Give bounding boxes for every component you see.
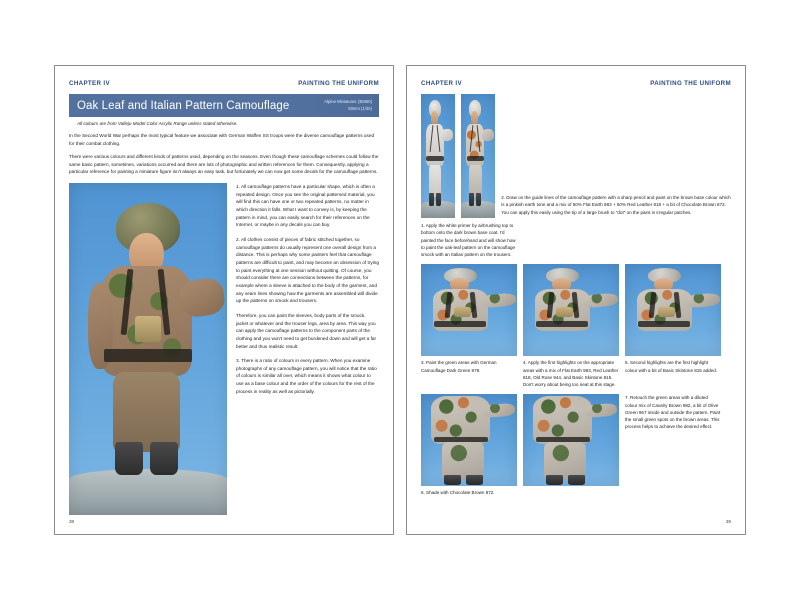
step-caption-4: 4. Apply the first highlights on the appropriate areas with a mix of Flat Earth 983, Red Leather 818, Old Rose 944, and Basic Skintone 815. Don't worry about being too neat at this stage. bbox=[523, 360, 619, 388]
step-caption-6: 6. Shade with Chocolate Brown 872. bbox=[421, 490, 495, 496]
caption-row-2 bbox=[421, 359, 731, 388]
intro-paragraph-1: In the Second World War perhaps the most typical feature we associate with German Waffen SS troops were the diverse camouflage patterns used for their combat clothing. bbox=[69, 133, 375, 146]
step-photo-row-top bbox=[421, 94, 731, 218]
main-figure-photo bbox=[69, 183, 227, 515]
left-body-columns bbox=[69, 183, 379, 515]
product-name: Alpine Miniatures (35060) bbox=[324, 99, 372, 105]
body-paragraph-3: Therefore, you can paint the sleeves, body parts of the smock, jacket or whatever and the trouser legs, area by area. This way you can apply the camouflage patterns to the component parts of the clothing and you won't need to get burdened down and will get a far better and thus realistic result. bbox=[236, 312, 377, 349]
caption-row-3 bbox=[421, 489, 731, 496]
step-caption-3: 3. Paint the green areas with German Camouflage Dark Green 979. bbox=[421, 360, 497, 373]
body-paragraph-4: 3. There is a ratio of colours in every pattern. When you examine photographs of any camouflage pattern, you will notice that the ratio of colours is similar all over, which means it shows what colour to use as a base colour and the order of the colours for the rest of the process in reality as well as pictorially. bbox=[236, 358, 377, 394]
colour-range-disclaimer: All colours are from Vallejo Model Color Acrylic Range unless stated otherwise. bbox=[77, 121, 238, 126]
right-page bbox=[406, 65, 746, 535]
step-photo-3 bbox=[421, 264, 517, 356]
step-caption-5: 5. Second highlights are the first highlight colour with a bit of Basic Skintone 815 added. bbox=[625, 360, 718, 373]
left-text-column bbox=[236, 183, 379, 515]
step-caption-7: 7. Retouch the green areas with a diluted colour mix of Cavalry Brown 982, a bit of Olive Green 967 inside and outside the pattern. Paint the small green spots on the brown areas. This process helps to achieve the desired effect. bbox=[625, 395, 721, 430]
page-title: Oak Leaf and Italian Pattern Camouflage bbox=[77, 99, 290, 112]
step-caption-1: 1. Apply the white primer by airbrushing top to bottom onto the dark brown base coat. I'd painted the face beforehand and will show how to paint the oak-leaf pattern on the camouflage smock with an Italian pattern on the trousers. bbox=[421, 223, 516, 258]
step-caption-2: 2. Draw on the guide lines of the camouflage pattern with a sharp pencil and paint on the brown base colour which is a pinkish earth tone and a mix of 50% Flat Earth 983 + 50% Red Leather 818 + a bit of Chocolate Brown 872. You can apply this easily using the tip of a large brush to "dot" on the paint in irregular patches. bbox=[501, 195, 731, 215]
caption-2-container bbox=[501, 94, 731, 218]
step-photo-7 bbox=[523, 394, 619, 486]
right-page-number: 39 bbox=[725, 519, 731, 524]
product-scale: 50mm (1/35) bbox=[348, 105, 372, 111]
step-photo-row-bottom bbox=[421, 394, 731, 486]
section-label: PAINTING THE UNIFORM bbox=[298, 80, 379, 87]
chapter-label: CHAPTER IV bbox=[69, 80, 110, 87]
body-paragraph-1: 1. All camouflage patterns have a particular shape, which is often a repeated design. Once you see the original patterned material, you will find this can have one or two repeated patterns, no matter in which direction it falls. What I want to convey is, by keeping the pattern in mind, you can easily search for their references on the Internet, or maybe in any decals you can buy. bbox=[236, 184, 375, 228]
section-label: PAINTING THE UNIFORM bbox=[650, 80, 731, 87]
product-info bbox=[324, 99, 372, 111]
step-photo-5 bbox=[625, 264, 721, 356]
step-photo-row-middle bbox=[421, 264, 731, 356]
article-title-bar bbox=[69, 94, 379, 117]
step-photo-2 bbox=[461, 94, 495, 218]
caption-row-1 bbox=[421, 222, 731, 258]
intro-paragraph-2: There were various colours and different kinds of patterns used, depending on the seasons. Even though these camouflage schemes could follow the same basic pattern, sometimes, variations occurred and there are lots of photographic and written references for them. Consequently, applying a particular reference for painting a miniature figure isn't always an easy task, but fortunately we can now get some decals for the camouflage patterns. bbox=[69, 154, 379, 175]
step-photo-4 bbox=[523, 264, 619, 356]
right-running-head bbox=[421, 80, 731, 87]
left-page-number: 38 bbox=[69, 519, 75, 524]
left-running-head bbox=[69, 80, 379, 87]
chapter-label: CHAPTER IV bbox=[421, 80, 462, 87]
body-paragraph-2: 2. All clothes consist of pieces of fabric stitched together, so camouflage patterns do usually represent one overall design from a distance. This is perhaps why some painters feel that camouflage patterns are difficult to paint, and may become an obsession of trying to paint everything at one session without quitting. Of course, you should consider there are connections between the patterns, for example where a sleeve is attached to the body of the garment, and any seam lines showing how the garments are assembled will divide up the patterns on smock and trousers. bbox=[236, 236, 379, 304]
step-photo-6 bbox=[421, 394, 517, 486]
step-photo-1 bbox=[421, 94, 455, 218]
left-page bbox=[54, 65, 394, 535]
